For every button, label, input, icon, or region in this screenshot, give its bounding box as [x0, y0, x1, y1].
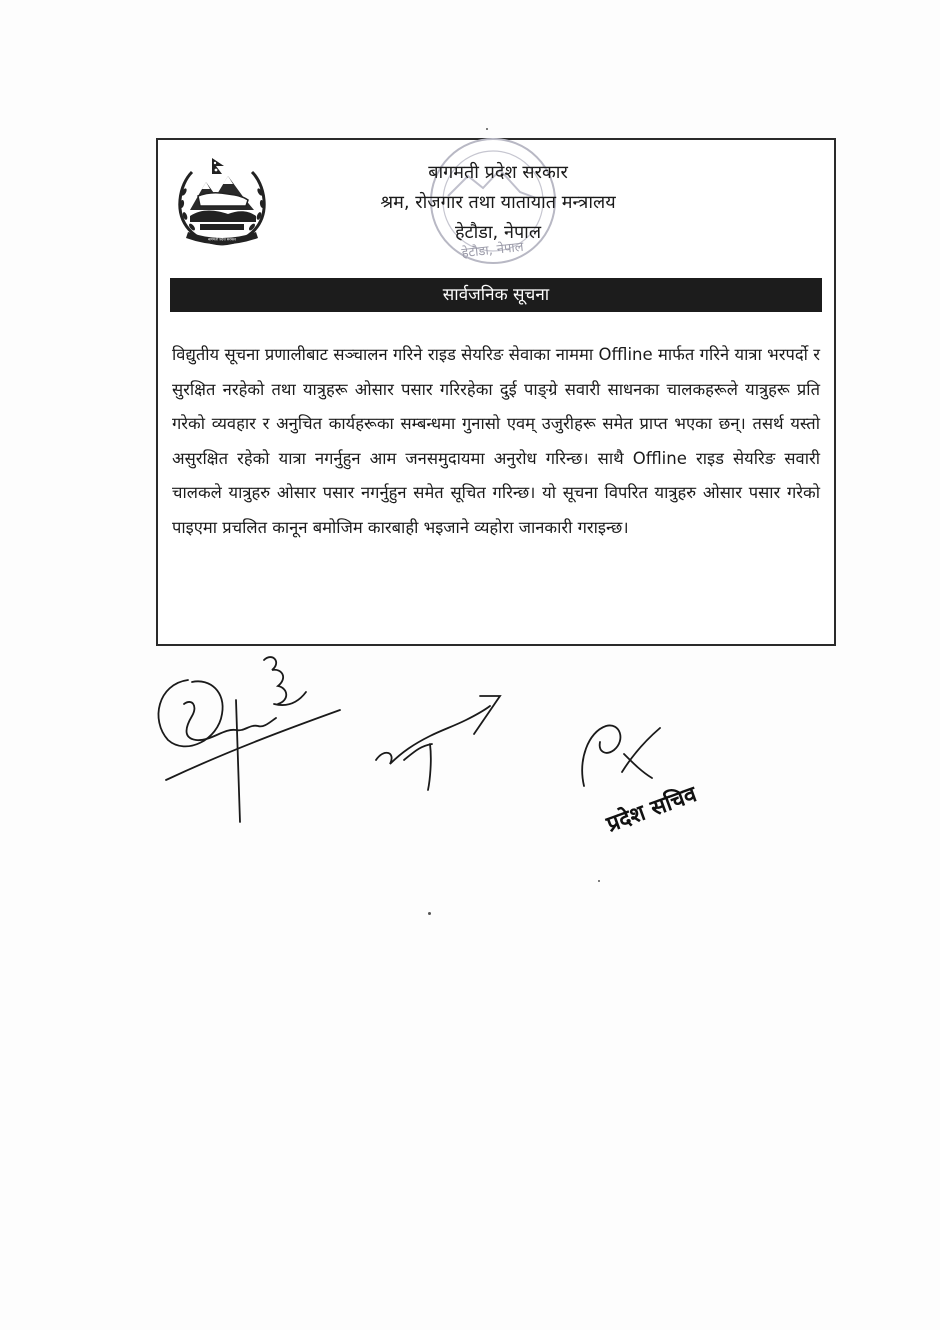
scan-speck: [486, 128, 488, 130]
nepal-emblem-icon: [172, 152, 272, 252]
scan-speck: [598, 880, 600, 882]
signature-area: [140, 640, 760, 900]
signature-1: [158, 657, 340, 822]
emblem-ribbon-text: बागमती प्रदेश सरकार: [208, 237, 236, 242]
stamp-text: हेटौडा, नेपाल: [460, 239, 525, 262]
government-name: बागमती प्रदेश सरकार: [428, 162, 568, 183]
designation-stamp: प्रदेश सचिव: [603, 782, 701, 838]
office-location: हेटौडा, नेपाल: [454, 222, 542, 243]
scan-speck: [428, 912, 431, 915]
notice-body: विद्युतीय सूचना प्रणालीबाट सञ्चालन गरिने राइड सेयरिङ सेवाका नाममा Offline मार्फत गरिने यात्रा भरपर्दो र सुरक्षित नरहेको तथा यात्रुहरू ओसार पसार गरिरहेका दुई पाङ्ग्रे सवारी साधनका चालकहरूले यात्रुहरू प्रति गरेको व्यवहार र अनुचित कार्यहरूका सम्बन्धमा गुनासो एवम् उजुरीहरू समेत प्राप्त भएका छन्। तसर्थ यस्तो असुरक्षित रहेको यात्रा नगर्नुहुन आम जनसमुदायमा अनुरोध गरिन्छ। साथै Offline राइड सेयरिङ सवारी चालकले यात्रुहरु ओसार पसार नगर्नुहुन समेत सूचित गरिन्छ। यो सूचना विपरित यात्रुहरु ओसार पसार गरेको पाइएमा प्रचलित कानून बमोजिम कारबाही भइजाने व्यहोरा जानकारी गराइन्छ।: [172, 345, 820, 537]
signature-2: [376, 696, 500, 790]
ministry-name: श्रम, रोजगार तथा यातायात मन्त्रालय: [380, 192, 616, 213]
letterhead: [278, 158, 718, 248]
signature-3: [582, 725, 660, 786]
notice-title: सार्वजनिक सूचना: [170, 278, 822, 312]
notice-box: [156, 138, 836, 646]
